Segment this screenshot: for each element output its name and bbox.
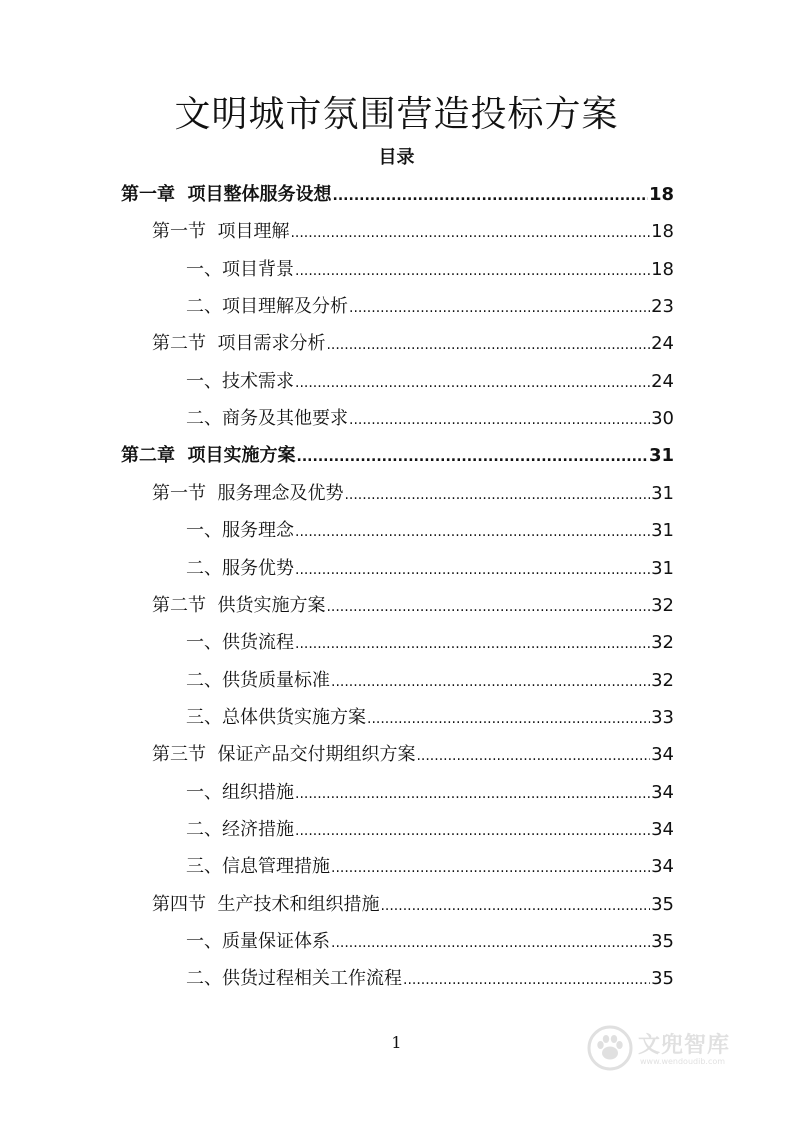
toc-entry[interactable]: [186, 930, 674, 954]
toc-entry-page: 18: [648, 184, 674, 205]
toc-dot-leader: [295, 782, 650, 806]
toc-dot-leader: [295, 520, 650, 544]
toc-entry[interactable]: [152, 594, 674, 618]
toc-entry-page: 31: [651, 483, 674, 504]
toc-entry-page: 35: [651, 894, 674, 915]
toc-dot-leader: [349, 296, 650, 320]
toc-entry-label: 三、信息管理措施: [186, 856, 330, 877]
toc-entry-label: 二、供货过程相关工作流程: [186, 968, 402, 989]
toc-entry-page: 31: [651, 520, 674, 541]
toc-entry-page: 34: [651, 744, 674, 765]
toc-entry-page: 34: [651, 856, 674, 877]
toc-entry[interactable]: [186, 407, 674, 431]
toc-entry-page: 32: [651, 670, 674, 691]
toc-dot-leader: [403, 968, 650, 992]
toc-entry-label: 第三节 保证产品交付期组织方案: [152, 744, 416, 765]
toc-dot-leader: [349, 408, 650, 432]
toc-entry[interactable]: [186, 258, 674, 282]
toc-dot-leader: [333, 184, 648, 208]
toc-entry[interactable]: [186, 631, 674, 655]
toc-entry-page: 33: [651, 707, 674, 728]
toc-dot-leader: [331, 856, 650, 880]
toc-entry-label: 二、供货质量标准: [186, 670, 330, 691]
toc-dot-leader: [297, 445, 648, 469]
toc-entry-label: 二、服务优势: [186, 558, 294, 579]
toc-dot-leader: [295, 632, 650, 656]
toc-entry-page: 24: [651, 371, 674, 392]
toc-entry[interactable]: [186, 781, 674, 805]
toc-entry-page: 31: [648, 445, 674, 466]
toc-entry-label: 一、技术需求: [186, 371, 294, 392]
toc-dot-leader: [344, 483, 650, 507]
watermark-url: www.wendoudib.com: [640, 1057, 726, 1066]
toc-entry[interactable]: [152, 893, 674, 917]
toc-dot-leader: [331, 670, 650, 694]
toc-entry-label: 第二节 供货实施方案: [152, 595, 326, 616]
toc-entry-page: 30: [651, 408, 674, 429]
toc-entry-page: 35: [651, 968, 674, 989]
toc-entry-label: 三、总体供货实施方案: [186, 707, 366, 728]
watermark: [586, 1024, 776, 1074]
toc-entry[interactable]: [186, 818, 674, 842]
toc-entry-label: 二、项目理解及分析: [186, 296, 348, 317]
toc-dot-leader: [326, 595, 650, 619]
toc-dot-leader: [295, 371, 650, 395]
toc-entry-label: 第一章 项目整体服务设想: [121, 184, 332, 205]
paw-logo-icon: [586, 1024, 634, 1072]
toc-entry[interactable]: [186, 706, 674, 730]
toc-dot-leader: [295, 259, 650, 283]
toc-entry-label: 第四节 生产技术和组织措施: [152, 894, 380, 915]
toc-entry-label: 第二节 项目需求分析: [152, 333, 326, 354]
toc-dot-leader: [295, 558, 650, 582]
toc-dot-leader: [295, 819, 650, 843]
toc-entry[interactable]: [186, 967, 674, 991]
toc-dot-leader: [380, 894, 650, 918]
toc-entry-page: 18: [651, 221, 674, 242]
toc-entry-label: 一、服务理念: [186, 520, 294, 541]
toc-entry[interactable]: [186, 855, 674, 879]
toc-entry-label: 一、质量保证体系: [186, 931, 330, 952]
toc-entry-page: 32: [651, 595, 674, 616]
toc-entry[interactable]: [121, 444, 674, 468]
toc-entry-label: 第二章 项目实施方案: [121, 445, 296, 466]
toc-entry-page: 34: [651, 782, 674, 803]
toc-entry-page: 24: [651, 333, 674, 354]
toc-dot-leader: [416, 744, 650, 768]
toc-entry-page: 35: [651, 931, 674, 952]
toc-entry-label: 一、组织措施: [186, 782, 294, 803]
toc-entry[interactable]: [152, 220, 674, 244]
document-title: 文明城市氛围营造投标方案: [174, 94, 619, 135]
toc-heading: 目录: [378, 147, 415, 168]
toc-entry[interactable]: [186, 370, 674, 394]
toc-entry[interactable]: [186, 669, 674, 693]
toc-entry[interactable]: [186, 295, 674, 319]
toc-dot-leader: [367, 707, 650, 731]
toc-entry[interactable]: [152, 482, 674, 506]
toc-entry[interactable]: [186, 519, 674, 543]
toc-entry[interactable]: [186, 557, 674, 581]
toc-entry-label: 一、供货流程: [186, 632, 294, 653]
toc-entry-label: 一、项目背景: [186, 259, 294, 280]
toc-entry-page: 23: [651, 296, 674, 317]
toc-entry-label: 第一节 项目理解: [152, 221, 290, 242]
toc-entry-label: 二、商务及其他要求: [186, 408, 348, 429]
toc-entry[interactable]: [152, 332, 674, 356]
toc-entry-label: 第一节 服务理念及优势: [152, 483, 344, 504]
toc-dot-leader: [331, 931, 650, 955]
toc-dot-leader: [290, 221, 650, 245]
toc-entry[interactable]: [121, 183, 674, 207]
toc-entry-page: 34: [651, 819, 674, 840]
toc-entry-label: 二、经济措施: [186, 819, 294, 840]
toc-entry-page: 31: [651, 558, 674, 579]
watermark-name: 文兜智库: [638, 1033, 731, 1058]
page-number: 1: [391, 1033, 402, 1052]
toc-entry[interactable]: [152, 743, 674, 767]
toc-entry-page: 32: [651, 632, 674, 653]
toc-entry-page: 18: [651, 259, 674, 280]
toc-dot-leader: [326, 333, 650, 357]
